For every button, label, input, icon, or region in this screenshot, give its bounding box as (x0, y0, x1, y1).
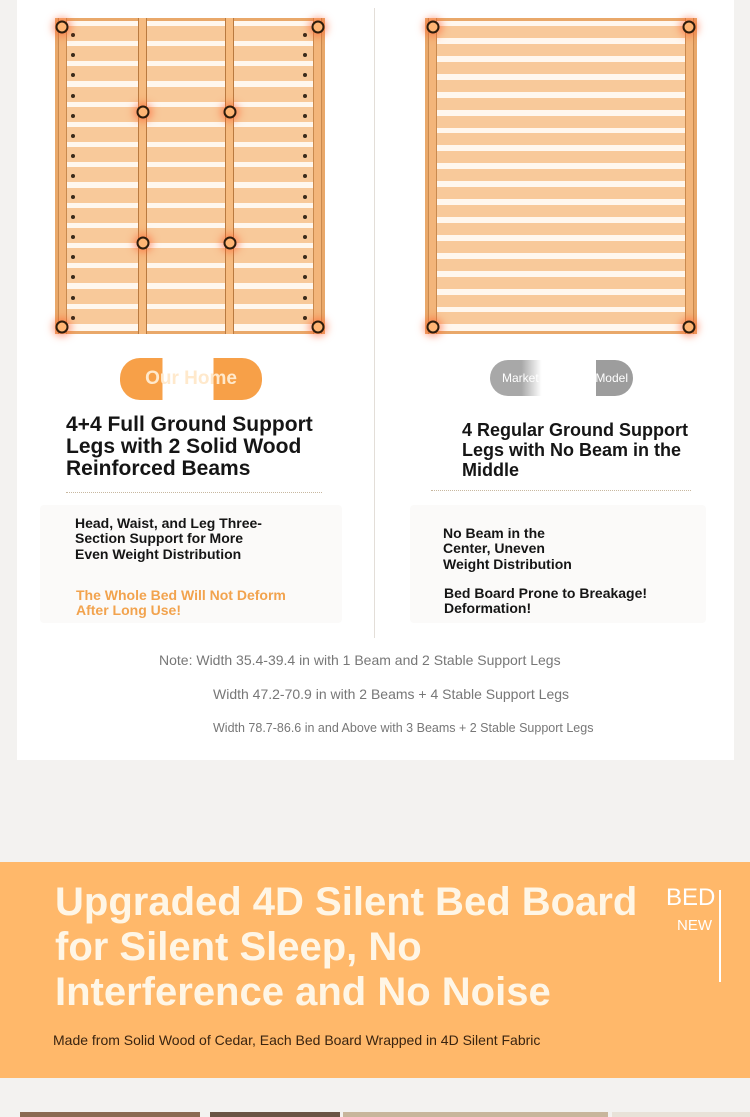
our-home-tag (120, 358, 262, 400)
slat-rivet (71, 195, 75, 199)
support-leg-icon (224, 106, 237, 119)
photo-strip (0, 1112, 750, 1117)
our-bed-frame-diagram (55, 18, 325, 334)
photo-thumb (20, 1112, 200, 1117)
market-bed-feature-1: No Beam in the Center, Uneven Weight Distribution (443, 525, 572, 572)
our-home-tag-label: Our Home (145, 368, 237, 389)
slat-rivet (71, 316, 75, 320)
bed-slat (437, 241, 685, 253)
slat-rivet (303, 134, 307, 138)
slat-rivet (303, 195, 307, 199)
bed-slat (437, 116, 685, 128)
side-rail (58, 18, 67, 334)
bed-slat (67, 309, 313, 324)
bed-slat (437, 205, 685, 217)
slat-rivet (303, 215, 307, 219)
banner-title: Upgraded 4D Silent Bed Board for Silent Sleep, No Interference and No Noise (55, 880, 638, 1015)
bed-slat (67, 248, 313, 263)
bed-slat (67, 167, 313, 182)
side-rail (428, 18, 437, 334)
slat-rivet (303, 316, 307, 320)
bed-slat (67, 268, 313, 283)
support-leg-icon (312, 21, 325, 34)
support-leg-icon (56, 321, 69, 334)
our-bed-heading: 4+4 Full Ground Support Legs with 2 Solid Wood Reinforced Beams (66, 413, 313, 481)
tag-divider (719, 890, 721, 982)
support-leg-icon (683, 21, 696, 34)
market-bed-frame-diagram (425, 18, 697, 334)
bed-slat (437, 133, 685, 145)
slat-rivet (303, 33, 307, 37)
slat-rivet (71, 33, 75, 37)
bed-slat (437, 295, 685, 307)
slat-rivet (303, 94, 307, 98)
support-leg-icon (137, 237, 150, 250)
comparison-divider (374, 8, 375, 638)
photo-thumb (612, 1112, 750, 1117)
slat-rivet (71, 114, 75, 118)
bed-slat (437, 312, 685, 324)
market-bed-heading: 4 Regular Ground Support Legs with No Beam in the Middle (462, 420, 689, 480)
left-heading-rule (66, 492, 322, 493)
bed-slat (67, 26, 313, 41)
bed-slat (437, 44, 685, 56)
model-tag-label: Model (595, 371, 628, 385)
market-model-tag (490, 360, 633, 396)
bed-slat (67, 87, 313, 102)
support-leg-icon (137, 106, 150, 119)
bed-slat (437, 259, 685, 271)
support-leg-icon (312, 321, 325, 334)
banner-subtitle: Made from Solid Wood of Cedar, Each Bed Board Wrapped in 4D Silent Fabric (53, 1032, 541, 1048)
slat-rivet (71, 94, 75, 98)
our-bed-feature-2: The Whole Bed Will Not Deform After Long Use! (76, 587, 286, 619)
slat-rivet (71, 296, 75, 300)
our-bed-feature-1: Head, Waist, and Leg Three-Section Support for More Even Weight Distribution (75, 515, 262, 562)
slat-rivet (303, 114, 307, 118)
reinforced-beam (138, 18, 147, 334)
slat-rivet (303, 296, 307, 300)
market-tag-label: Market (502, 371, 539, 385)
size-note-3: Width 78.7-86.6 in and Above with 3 Beams + 2 Stable Support Legs (213, 721, 594, 735)
support-leg-icon (56, 21, 69, 34)
bed-slat (437, 277, 685, 289)
support-leg-icon (224, 237, 237, 250)
bed-slat (67, 208, 313, 223)
slat-rivet (71, 134, 75, 138)
bed-tag: BED (666, 884, 716, 911)
side-rail (685, 18, 694, 334)
photo-thumb (210, 1112, 340, 1117)
slat-rivet (71, 215, 75, 219)
support-leg-icon (683, 321, 696, 334)
support-leg-icon (427, 321, 440, 334)
bed-slat (67, 107, 313, 122)
bed-slat (67, 46, 313, 61)
slat-rivet (71, 235, 75, 239)
bed-slat (67, 289, 313, 304)
bed-slat (67, 147, 313, 162)
bed-slat (437, 169, 685, 181)
bed-slat (437, 62, 685, 74)
right-heading-rule (431, 490, 691, 491)
bed-slat (67, 228, 313, 243)
bed-slat (67, 66, 313, 81)
new-tag: NEW (677, 917, 712, 934)
bed-slat (437, 187, 685, 199)
bed-slat (67, 127, 313, 142)
size-note-1: Note: Width 35.4-39.4 in with 1 Beam and 2 Stable Support Legs (159, 652, 561, 668)
slat-rivet (303, 235, 307, 239)
bed-slat (67, 188, 313, 203)
bed-slat (437, 26, 685, 38)
bed-slat (437, 151, 685, 163)
photo-thumb (343, 1112, 608, 1117)
bed-slat (437, 223, 685, 235)
support-leg-icon (427, 21, 440, 34)
reinforced-beam (225, 18, 234, 334)
bed-slat (437, 80, 685, 92)
side-rail (313, 18, 322, 334)
size-note-2: Width 47.2-70.9 in with 2 Beams + 4 Stable Support Legs (213, 686, 570, 702)
market-bed-feature-2: Bed Board Prone to Breakage! Deformation! (444, 585, 648, 617)
bed-slat (437, 98, 685, 110)
